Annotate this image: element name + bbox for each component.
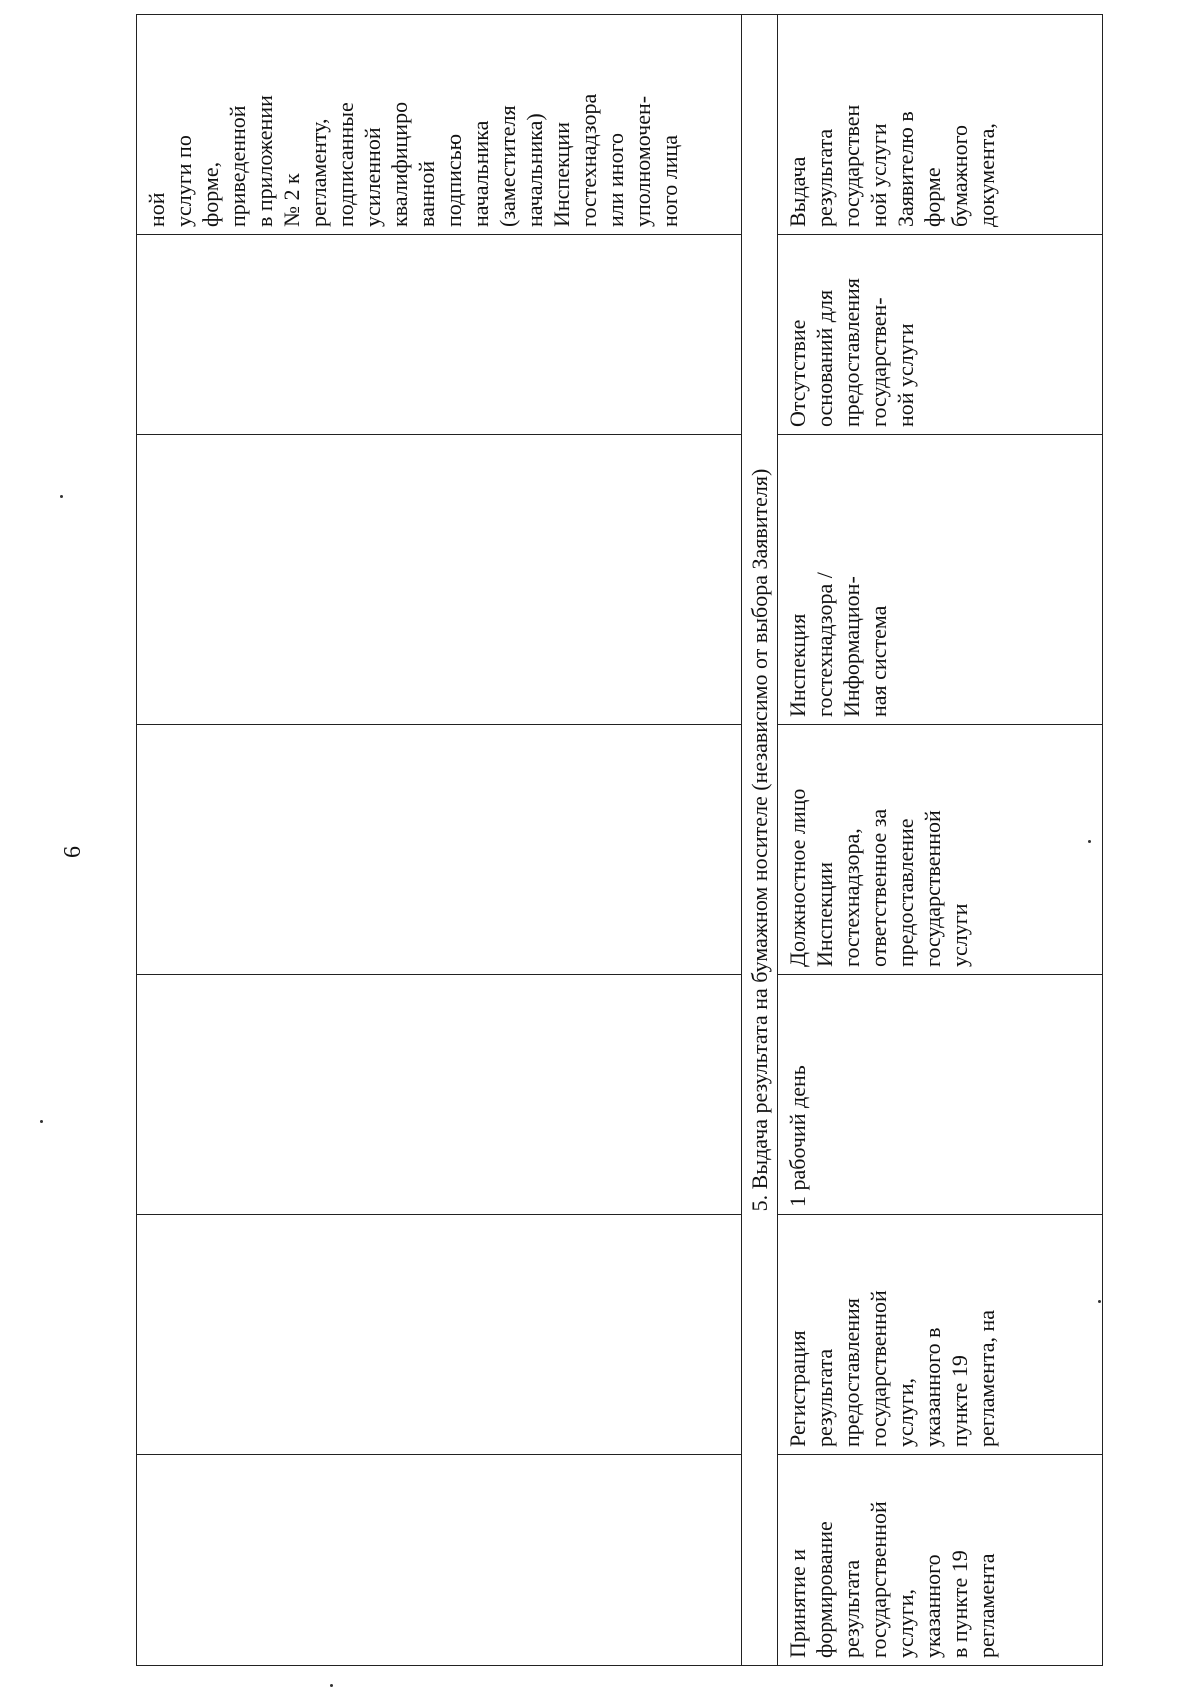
table-cell-duration — [778, 975, 1103, 1215]
scan-speck — [40, 1120, 43, 1123]
table-cell-empty — [137, 725, 742, 975]
table-cell-empty — [137, 1215, 742, 1455]
table-cell-text: Инспекция гостехнадзора / Информацион- ная система — [785, 572, 891, 717]
scan-speck — [330, 1684, 333, 1687]
scan-speck — [60, 495, 63, 498]
scan-speck — [1098, 1300, 1101, 1303]
table-cell-text: 1 рабочий день — [785, 1065, 810, 1207]
table-cell-responsible — [778, 725, 1103, 975]
table-row-continuation — [137, 15, 742, 1666]
table-cell-empty — [137, 975, 742, 1215]
table-cell-action — [778, 1215, 1103, 1455]
scan-speck — [1088, 840, 1091, 843]
page-number: 6 — [60, 846, 86, 858]
table-cell-basis — [778, 1455, 1103, 1666]
table-cell-empty — [137, 235, 742, 435]
table-row-result — [778, 15, 1103, 1666]
table-cell-text: ной услуги по форме, приведенной в приложении № 2 к регламенту, подписанные усиленной квалифициро ванной подписью начальника (заместителя начальника) Инспекции гостехнадзора или иного уполномочен- ного лица — [144, 93, 682, 227]
section-title: 5. Выдача результата на бумажном носителе (независимо от выбора Заявителя) — [742, 15, 778, 1666]
table-cell-empty — [137, 1455, 742, 1666]
table-cell-text: Регистрация результата предоставления государственной услуги, указанного в пункте 19 регламента, на — [785, 1290, 999, 1447]
table-cell-place — [778, 435, 1103, 725]
section-header-row — [742, 15, 778, 1666]
table-cell-text: Отсутствие оснований для предоставления государствен- ной услуги — [785, 278, 918, 427]
procedure-table — [136, 14, 1103, 1666]
table-cell-result-form — [137, 15, 742, 235]
table-cell-text: Должностное лицо Инспекции гостехнадзора, ответственное за предоставление государственной услуги — [785, 788, 972, 967]
table-cell-criteria — [778, 235, 1103, 435]
rotated-table-wrapper — [136, 15, 1102, 1666]
table-cell-empty — [137, 435, 742, 725]
table-cell-outcome — [778, 15, 1103, 235]
table-cell-text: Принятие и формирование результата государственной услуги, указанного в пункте 19 регламента — [785, 1501, 999, 1658]
table-cell-text: Выдача результата государствен ной услуги Заявителю в форме бумажного документа, — [785, 104, 999, 227]
